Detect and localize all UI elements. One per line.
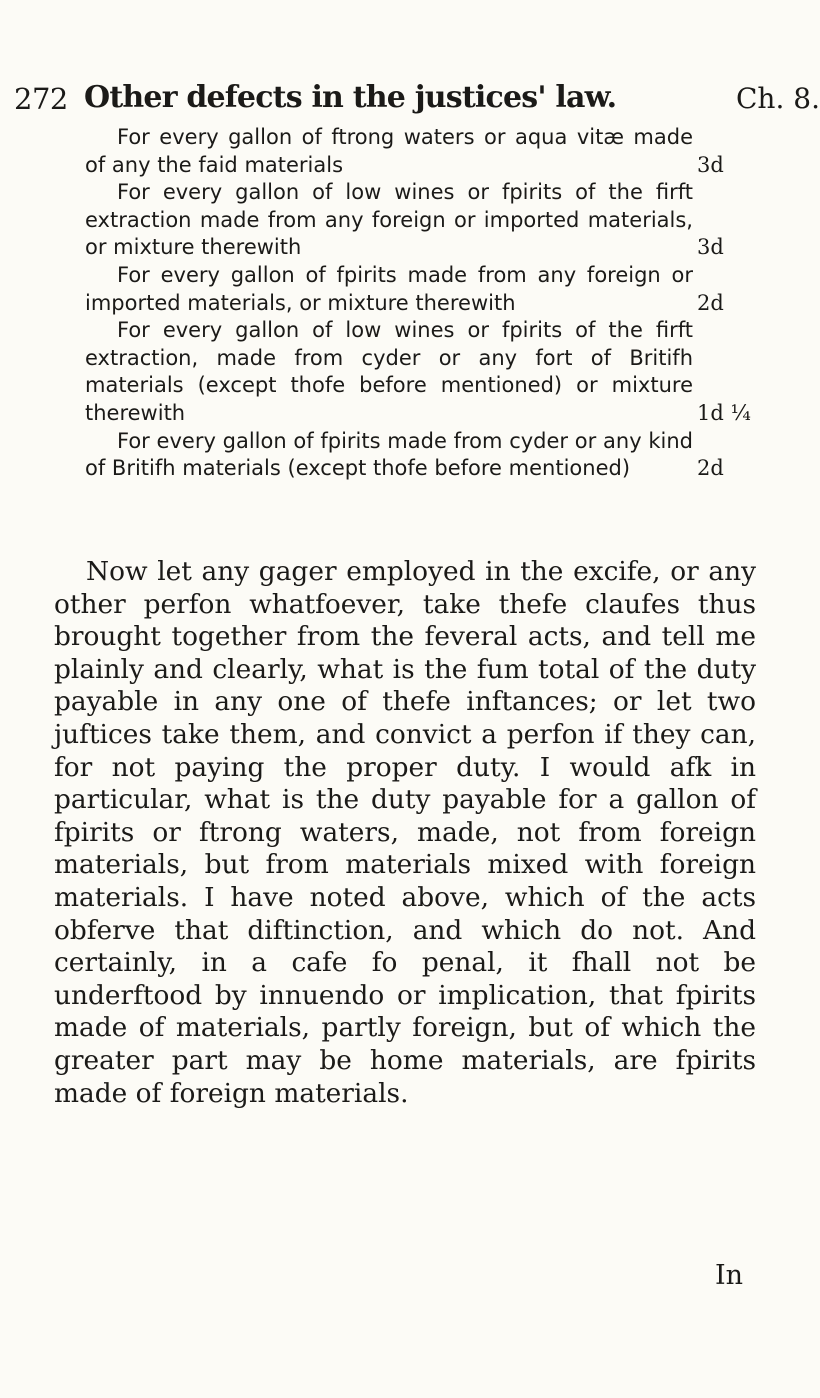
- schedule-entry-amount: 3d: [697, 152, 724, 177]
- schedule-entry-text: For every gallon of ftrong waters or aqua vitæ made of any the faid materials: [85, 125, 693, 177]
- schedule-entry-text: For every gallon of fpirits made from cyder or any kind of Britifh materials (except thofe before mentioned): [85, 428, 693, 481]
- schedule-entry: [85, 428, 724, 483]
- chapter-reference: Ch. 8.: [736, 82, 820, 115]
- schedule-entry-amount: 2d: [697, 290, 724, 315]
- schedule-entry: [85, 124, 724, 179]
- schedule-entry-amount: 1d ¼: [697, 400, 751, 425]
- schedule-entry: [85, 317, 751, 427]
- schedule-entry-text: For every gallon of low wines or fpirits of the firft extraction made from any foreign or imported materials, or mixture therewith: [85, 180, 693, 260]
- schedule-entry-amount: 3d: [697, 235, 724, 260]
- duty-schedule: [85, 124, 751, 483]
- schedule-entry-amount: 2d: [697, 456, 724, 481]
- schedule-entry: [85, 179, 724, 262]
- catchword: In: [715, 1260, 744, 1291]
- body-paragraph: Now let any gager employed in the excife, or any other perfon whatfoever, take thefe claufes thus brought together from the feveral acts, and tell me plainly and clearly, what is the fum total of the duty payable in any one of thefe inftances; or let two juftices take them, and convict a perfon if they can, for not paying the proper duty. I would afk in particular, what is the duty payable for a gallon of fpirits or ftrong waters, made, not from foreign materials, but from materials mixed with foreign materials. I have noted above, which of the acts obferve that diftinction, and which do not. And certainly, in a cafe fo penal, it fhall not be underftood by innuendo or implication, that fpirits made of materials, partly foreign, but of which the greater part may be home materials, are fpirits made of foreign materials.: [54, 556, 756, 1109]
- page-number: 272: [14, 82, 68, 116]
- schedule-entry-text: For every gallon of low wines or fpirits of the firft extraction, made from cyder or any fort of Britifh materials (except thofe before mentioned) or mixture therewith: [85, 318, 693, 425]
- schedule-entry: [85, 262, 724, 317]
- schedule-entry-text: For every gallon of fpirits made from any foreign or imported materials, or mixture therewith: [85, 262, 693, 315]
- running-title: Other defects in the justices' law.: [84, 80, 617, 115]
